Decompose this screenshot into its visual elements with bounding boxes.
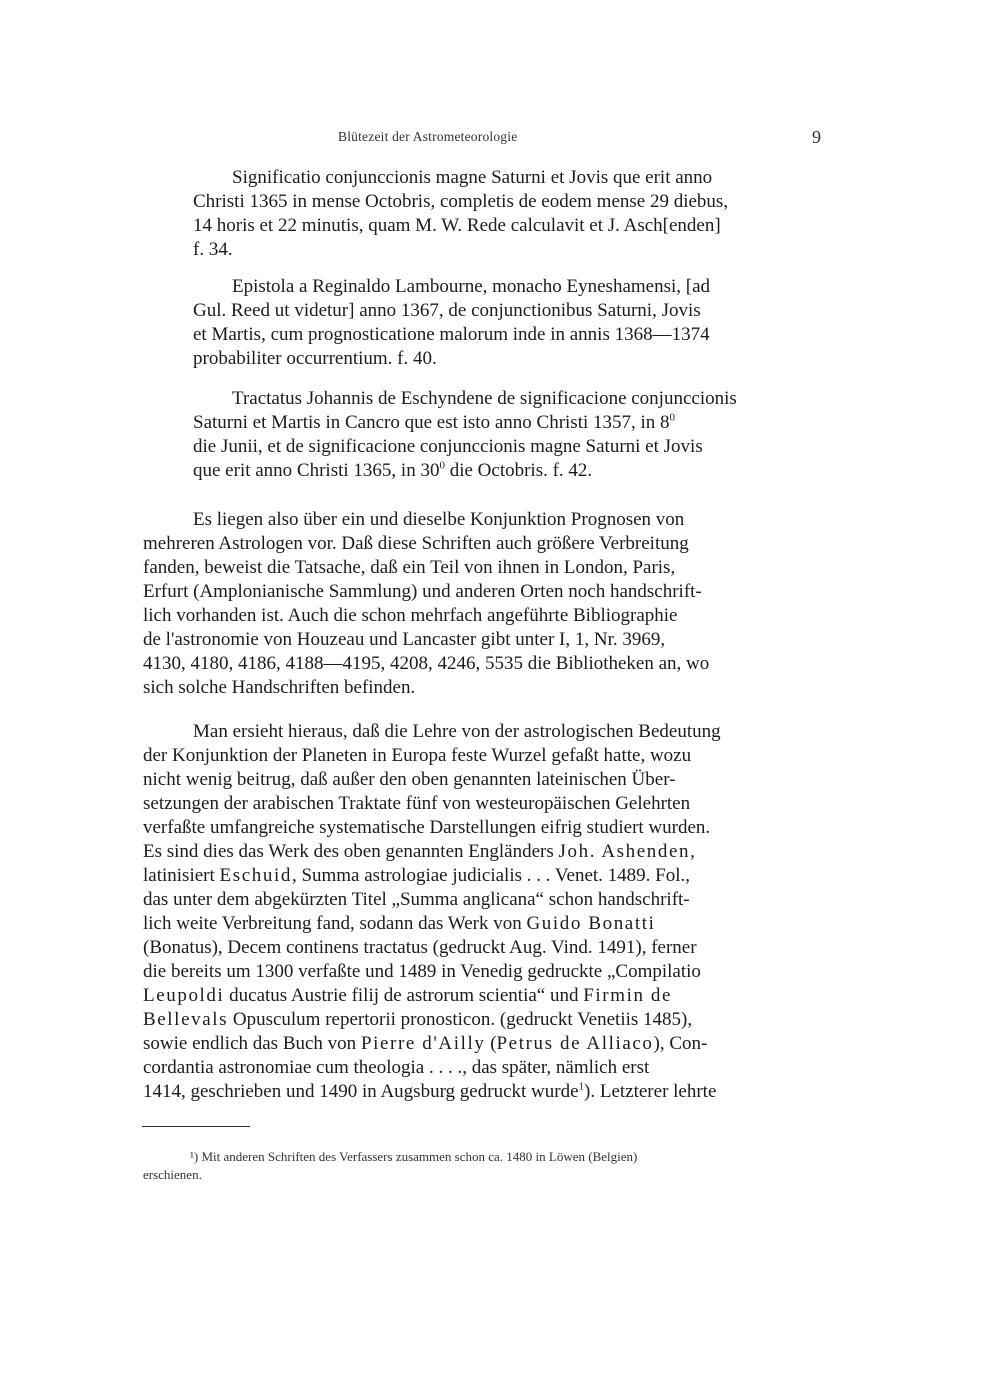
paragraph-line: Es sind dies das Werk des oben genannten Engländers Joh. Ashenden, bbox=[143, 841, 697, 862]
author-name: Guido Bonatti bbox=[526, 913, 656, 934]
footnote-marker: ¹) bbox=[190, 1149, 199, 1164]
paragraph-line: nicht wenig beitrug, daß außer den oben genannten lateinischen Über- bbox=[143, 769, 676, 790]
paragraph-line: cordantia astronomiae cum theologia . . . ., das später, nämlich erst bbox=[143, 1057, 650, 1078]
author-name: Bellevals bbox=[143, 1009, 229, 1030]
paragraph-line: mehreren Astrologen vor. Daß diese Schriften auch größere Verbreitung bbox=[143, 533, 689, 554]
page-number: 9 bbox=[812, 127, 821, 147]
paragraph-line: verfaßte umfangreiche systematische Darstellungen eifrig studiert wurden. bbox=[143, 817, 711, 838]
paragraph-line: Bellevals Opusculum repertorii pronosticon. (gedruckt Venetiis 1485), bbox=[143, 1009, 693, 1030]
author-name: Eschuid bbox=[219, 865, 292, 886]
entry-line: Christi 1365 in mense Octobris, completis de eodem mense 29 diebus, bbox=[193, 191, 729, 212]
entry-line: f. 34. bbox=[193, 239, 233, 260]
footnote-divider bbox=[142, 1126, 250, 1127]
footnote-ref: 1 bbox=[578, 1080, 585, 1093]
paragraph-line: 1414, geschrieben und 1490 in Augsburg gedruckt wurde$^1$). Letzterer lehrte bbox=[143, 1080, 717, 1102]
paragraph-line: sowie endlich das Buch von Pierre d'Ailly (Petrus de Alliaco), Con- bbox=[143, 1033, 708, 1054]
entry-line: Gul. Reed ut videtur] anno 1367, de conjunctionibus Saturni, Jovis bbox=[193, 300, 701, 321]
entry-line: 14 horis et 22 minutis, quam M. W. Rede calculavit et J. Asch[enden] bbox=[193, 215, 721, 236]
entry-line: et Martis, cum prognosticatione malorum inde in annis 1368—1374 bbox=[193, 324, 710, 345]
paragraph-line: Erfurt (Amplonianische Sammlung) und anderen Orten noch handschrift- bbox=[143, 581, 702, 602]
author-name: Joh. Ashenden, bbox=[558, 841, 697, 862]
paragraph-line: lich weite Verbreitung fand, sodann das Werk von Guido Bonatti bbox=[143, 913, 656, 934]
paragraph-line: 4130, 4180, 4186, 4188—4195, 4208, 4246, 5535 die Bibliotheken an, wo bbox=[143, 653, 710, 674]
paragraph-line: Man ersieht hieraus, daß die Lehre von der astrologischen Bedeutung bbox=[193, 721, 721, 742]
author-name: Firmin de bbox=[583, 985, 673, 1006]
entry-line: Tractatus Johannis de Eschyndene de significacione conjunccionis bbox=[232, 388, 737, 409]
author-name: Petrus de Alliaco bbox=[496, 1033, 654, 1054]
paragraph-line: lich vorhanden ist. Auch die schon mehrfach angeführte Bibliographie bbox=[143, 605, 678, 626]
footnote-line: ¹) Mit anderen Schriften des Verfassers zusammen schon ca. 1480 in Löwen (Belgien) bbox=[190, 1149, 638, 1164]
paragraph-line: latinisiert Eschuid, Summa astrologiae judicialis . . . Venet. 1489. Fol., bbox=[143, 865, 691, 886]
running-title: Blütezeit der Astrometeorologie bbox=[338, 129, 518, 144]
paragraph-line: der Konjunktion der Planeten in Europa feste Wurzel gefaßt hatte, wozu bbox=[143, 745, 692, 766]
paragraph-line: sich solche Handschriften befinden. bbox=[143, 677, 416, 698]
author-name: Leupoldi bbox=[143, 985, 225, 1006]
entry-line: Saturni et Martis in Cancro que est isto anno Christi 1357, in $8^0$ bbox=[193, 411, 676, 433]
entry-line: que erit anno Christi 1365, in $30^0$ die Octobris. f. 42. bbox=[193, 459, 593, 481]
paragraph-line: fanden, beweist die Tatsache, daß ein Teil von ihnen in London, Paris, bbox=[143, 557, 676, 578]
paragraph-line: de l'astronomie von Houzeau und Lancaster gibt unter I, 1, Nr. 3969, bbox=[143, 629, 666, 650]
footnote-line: erschienen. bbox=[143, 1167, 202, 1182]
entry-line: die Junii, et de significacione conjunccionis magne Saturni et Jovis bbox=[193, 436, 703, 457]
paragraph-line: das unter dem abgekürzten Titel „Summa anglicana“ schon handschrift- bbox=[143, 889, 690, 910]
paragraph-line: Leupoldi ducatus Austrie filij de astrorum scientia“ und Firmin de bbox=[143, 985, 673, 1006]
entry-line: Significatio conjunccionis magne Saturni et Jovis que erit anno bbox=[232, 167, 713, 188]
paragraph-line: Es liegen also über ein und dieselbe Konjunktion Prognosen von bbox=[193, 509, 685, 530]
entry-line: probabiliter occurrentium. f. 40. bbox=[193, 348, 437, 369]
paragraph-line: setzungen der arabischen Traktate fünf von westeuropäischen Gelehrten bbox=[143, 793, 691, 814]
paragraph-line: die bereits um 1300 verfaßte und 1489 in Venedig gedruckte „Compilatio bbox=[143, 961, 701, 982]
author-name: Pierre d'Ailly bbox=[360, 1033, 486, 1054]
paragraph-line: (Bonatus), Decem continens tractatus (gedruckt Aug. Vind. 1491), ferner bbox=[143, 937, 697, 958]
entry-line: Epistola a Reginaldo Lambourne, monacho Eyneshamensi, [ad bbox=[232, 276, 711, 297]
